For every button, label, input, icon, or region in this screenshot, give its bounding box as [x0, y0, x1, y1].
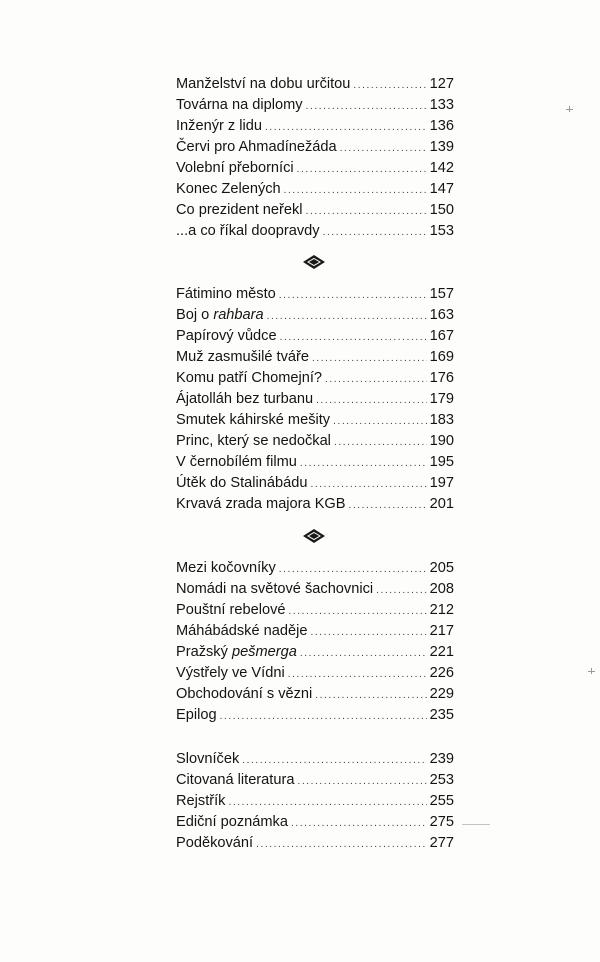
leader-dots: [288, 664, 427, 685]
toc-entry[interactable]: [176, 431, 454, 452]
entry-page: 277: [429, 835, 454, 851]
leader-dots: [279, 285, 427, 306]
entry-page: 183: [429, 412, 454, 428]
leader-dots: [279, 559, 427, 580]
leader-dots: [291, 813, 427, 834]
entry-page: 255: [429, 793, 454, 809]
entry-title: Pouštní rebelové: [176, 602, 286, 618]
entry-title: Pražský pešmerga: [176, 644, 297, 660]
toc-entry[interactable]: [176, 368, 454, 389]
toc-entry[interactable]: [176, 791, 454, 812]
entry-title: Mezi kočovníky: [176, 560, 276, 576]
leader-dots: [267, 306, 427, 327]
toc-entry[interactable]: [176, 473, 454, 494]
toc-entry[interactable]: [176, 221, 454, 242]
leader-dots: [349, 495, 427, 516]
toc-entry[interactable]: [176, 158, 454, 179]
toc-entry[interactable]: [176, 663, 454, 684]
entry-title: Krvavá zrada majora KGB: [176, 496, 346, 512]
leader-dots: [280, 327, 427, 348]
toc-entry[interactable]: [176, 494, 454, 515]
entry-title: Inženýr z lidu: [176, 118, 262, 134]
leader-dots: [316, 390, 427, 411]
toc-section-4: [176, 749, 454, 854]
entry-title: Konec Zelených: [176, 181, 281, 197]
toc-entry[interactable]: [176, 305, 454, 326]
entry-page: 176: [429, 370, 454, 386]
entry-page: 153: [429, 223, 454, 239]
toc-entry[interactable]: [176, 558, 454, 579]
entry-page: 139: [429, 139, 454, 155]
entry-title: Slovníček: [176, 751, 240, 767]
entry-title-italic: rahbara: [213, 307, 264, 323]
entry-page: 229: [429, 686, 454, 702]
entry-title: V černobílém filmu: [176, 454, 297, 470]
entry-title: Červi pro Ahmadínežáda: [176, 139, 337, 155]
entry-page: 205: [429, 560, 454, 576]
entry-page: 208: [429, 581, 454, 597]
entry-page: 221: [429, 644, 454, 660]
entry-page: 226: [429, 665, 454, 681]
scan-speck: [462, 824, 490, 825]
entry-page: 157: [429, 286, 454, 302]
entry-page: 201: [429, 496, 454, 512]
leader-dots: [284, 180, 427, 201]
entry-page: 239: [429, 751, 454, 767]
entry-title: Výstřely ve Vídni: [176, 665, 285, 681]
entry-title: Manželství na dobu určitou: [176, 76, 351, 92]
entry-title: Fátimino město: [176, 286, 276, 302]
entry-title: Boj o rahbara: [176, 307, 264, 323]
toc-entry[interactable]: [176, 179, 454, 200]
entry-page: 235: [429, 707, 454, 723]
leader-dots: [220, 706, 427, 727]
toc-section-3: [176, 558, 454, 726]
entry-page: 133: [429, 97, 454, 113]
entry-title: Nomádi na světové šachovnici: [176, 581, 374, 597]
toc-entry[interactable]: [176, 74, 454, 95]
entry-title: Komu patří Chomejní?: [176, 370, 323, 386]
leader-dots: [312, 348, 427, 369]
toc-entry[interactable]: [176, 326, 454, 347]
toc-entry[interactable]: [176, 833, 454, 854]
leader-dots: [289, 601, 427, 622]
toc-entry[interactable]: [176, 600, 454, 621]
toc-entry[interactable]: [176, 410, 454, 431]
toc-entry[interactable]: [176, 621, 454, 642]
entry-page: 253: [429, 772, 454, 788]
toc-entry[interactable]: [176, 116, 454, 137]
leader-dots: [340, 138, 427, 159]
leader-dots: [256, 834, 427, 855]
entry-title: Ediční poznámka: [176, 814, 288, 830]
entry-title: Smutek káhirské mešity: [176, 412, 331, 428]
entry-title: ...a co říkal doopravdy: [176, 223, 320, 239]
toc-entry[interactable]: [176, 812, 454, 833]
leader-dots: [242, 750, 426, 771]
entry-page: 147: [429, 181, 454, 197]
entry-title: Muž zasmušilé tváře: [176, 349, 310, 365]
entry-title: Poděkování: [176, 835, 254, 851]
toc-section-1: [176, 74, 454, 242]
entry-page: 212: [429, 602, 454, 618]
leader-dots: [297, 771, 426, 792]
entry-title: Volební přeborníci: [176, 160, 294, 176]
diamond-ornament-icon: [303, 255, 325, 269]
leader-dots: [325, 369, 427, 390]
entry-title: Co prezident neřekl: [176, 202, 303, 218]
entry-page: 167: [429, 328, 454, 344]
toc-entry[interactable]: [176, 452, 454, 473]
toc-entry[interactable]: [176, 347, 454, 368]
toc-entry[interactable]: [176, 95, 454, 116]
entry-title: Máhábádské naděje: [176, 623, 308, 639]
entry-page: 275: [429, 814, 454, 830]
leader-dots: [310, 622, 426, 643]
leader-dots: [334, 432, 427, 453]
entry-title: Princ, který se nedočkal: [176, 433, 331, 449]
leader-dots: [333, 411, 427, 432]
entry-title: Citovaná literatura: [176, 772, 295, 788]
leader-dots: [376, 580, 427, 601]
toc-entry[interactable]: [176, 749, 454, 770]
toc-entry[interactable]: [176, 137, 454, 158]
entry-page: 142: [429, 160, 454, 176]
entry-page: 190: [429, 433, 454, 449]
leader-dots: [228, 792, 426, 813]
toc-entry[interactable]: [176, 389, 454, 410]
leader-dots: [297, 159, 427, 180]
toc-entry[interactable]: [176, 642, 454, 663]
entry-page: 150: [429, 202, 454, 218]
toc-entry[interactable]: [176, 705, 454, 726]
toc-entry[interactable]: [176, 770, 454, 791]
leader-dots: [265, 117, 427, 138]
entry-page: 217: [429, 623, 454, 639]
entry-page: 127: [429, 76, 454, 92]
entry-page: 169: [429, 349, 454, 365]
leader-dots: [310, 474, 426, 495]
leader-dots: [315, 685, 426, 706]
entry-page: 179: [429, 391, 454, 407]
leader-dots: [306, 201, 427, 222]
toc-entry[interactable]: [176, 684, 454, 705]
toc-entry[interactable]: [176, 284, 454, 305]
entry-title: Obchodování s vězni: [176, 686, 313, 702]
entry-title: Ájatolláh bez turbanu: [176, 391, 314, 407]
leader-dots: [353, 75, 426, 96]
toc-section-2: [176, 284, 454, 515]
entry-title-italic: pešmerga: [231, 644, 297, 660]
leader-dots: [300, 643, 427, 664]
leader-dots: [300, 453, 427, 474]
leader-dots: [323, 222, 427, 243]
toc-entry[interactable]: [176, 579, 454, 600]
scan-speck: [566, 109, 573, 110]
toc-entry[interactable]: [176, 200, 454, 221]
entry-title: Továrna na diplomy: [176, 97, 303, 113]
entry-title: Útěk do Stalinábádu: [176, 475, 308, 491]
entry-page: 195: [429, 454, 454, 470]
entry-page: 136: [429, 118, 454, 134]
entry-page: 163: [429, 307, 454, 323]
leader-dots: [306, 96, 427, 117]
scan-speck: [588, 671, 595, 672]
entry-title: Papírový vůdce: [176, 328, 277, 344]
entry-page: 197: [429, 475, 454, 491]
entry-title: Epilog: [176, 707, 217, 723]
diamond-ornament-icon: [303, 529, 325, 543]
entry-title: Rejstřík: [176, 793, 226, 809]
